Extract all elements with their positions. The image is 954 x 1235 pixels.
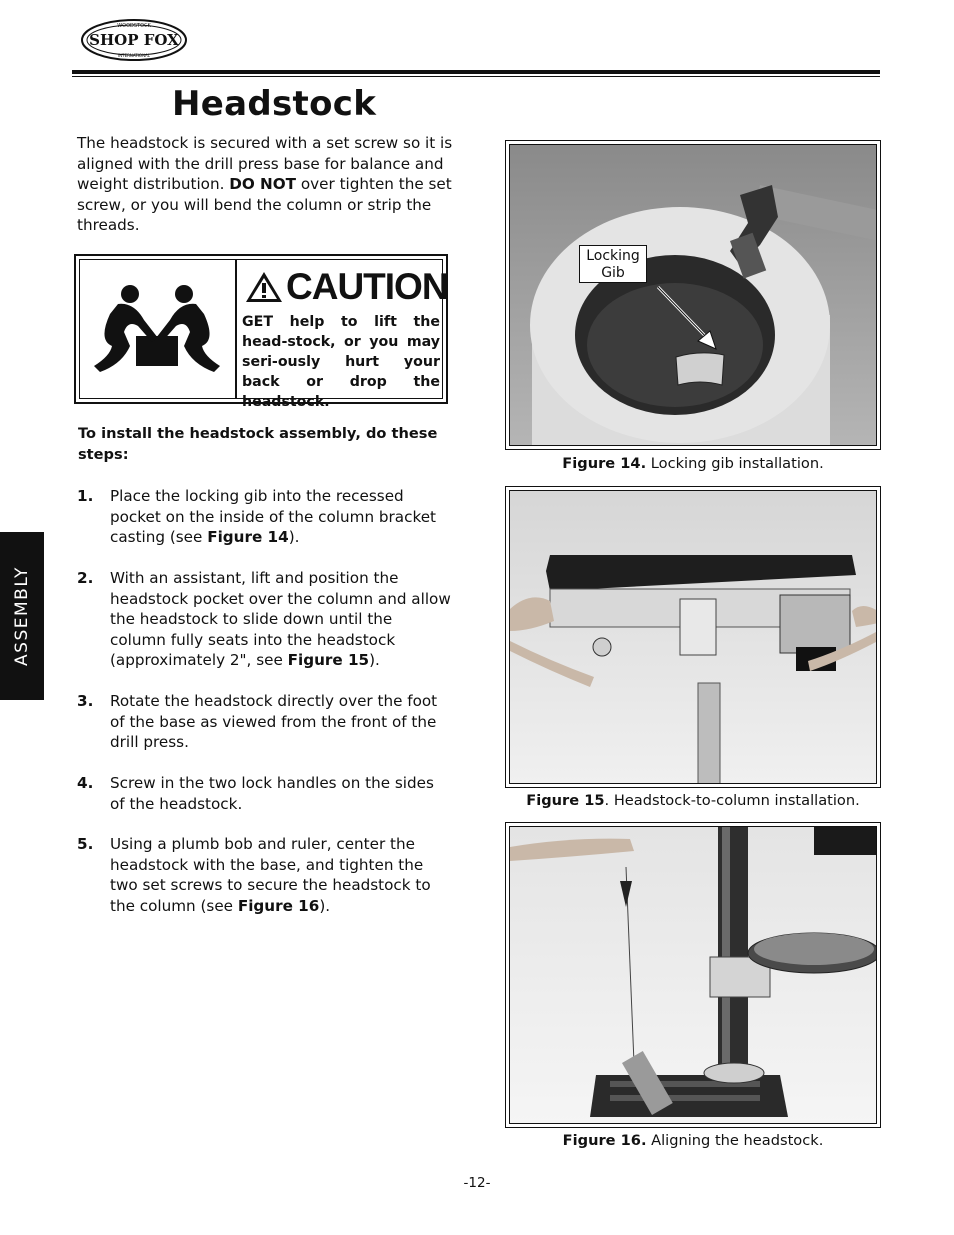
figure-reference: Figure 14 [207,528,289,546]
warning-triangle-icon [244,270,284,304]
step-text-main: Screw in the two lock handles on the sides of the headstock. [110,774,434,813]
two-person-lift-icon [88,280,226,384]
header-rule [72,70,880,74]
intro-text: The headstock is secured with a set screw so it is aligned with the drill press base for balance and weight distribution. [77,134,453,193]
step-text-end: ). [369,651,380,669]
step-text [110,834,452,916]
step-text [110,691,452,753]
step-number: 4. [77,774,94,792]
step-text-end: ). [288,528,300,546]
step-number: 2. [77,569,94,587]
step-text-end: ). [319,896,331,915]
caution-message: GET help to lift the head-stock, or you may seri-ously hurt your back or drop the headstock. [242,314,440,410]
figure-14-photo [505,140,881,450]
section-side-tab [0,532,44,700]
svg-text:WOODSTOCK: WOODSTOCK [117,23,151,29]
step-number: 3. [77,692,94,710]
figure-label: Figure 14. [562,455,647,472]
intro-paragraph [77,133,455,236]
figure-15-caption [505,792,881,809]
caution-frame [79,259,448,410]
step-text-main: Using a plumb bob and ruler, center the headstock with the base, and tighten the two set screws to secure the headstock to the column (see [110,835,431,915]
callout-line-2: Gib [601,265,625,281]
step-number: 1. [77,487,94,505]
step-text-main: Place the locking gib into the recessed pocket on the inside of the column bracket casting (see [110,487,436,546]
locking-gib-callout [579,245,647,283]
page-title: Headstock [172,84,377,124]
svg-text:SHOP FOX: SHOP FOX [89,31,179,49]
figure-reference: Figure 15 [287,651,370,669]
step-text [110,773,452,814]
figure-15-image [509,490,877,784]
step-text [110,568,452,671]
step-text-main: With an assistant, lift and position the headstock pocket over the column and allow the headstock to slide down until the column fully seats into the headstock (approximately 2", see [110,569,451,669]
figure-16-photo [505,822,881,1128]
figure-14-caption [505,455,881,472]
page-number: -12- [463,1175,491,1191]
caution-word: CAUTION [286,266,448,307]
side-tab-label: ASSEMBLY [12,566,32,666]
figure-label: Figure 15 [526,792,605,809]
callout-line-1: Locking [586,248,640,264]
steps-intro: To install the headstock assembly, do these steps: [78,425,438,463]
figure-caption-text: Aligning the headstock. [646,1132,824,1149]
svg-text:INTERNATIONAL: INTERNATIONAL [117,53,151,58]
shop-fox-logo [80,18,188,62]
figure-16-caption [505,1132,881,1149]
step-number: 5. [77,835,94,853]
step-text [110,486,452,548]
caution-box [74,254,448,410]
figure-15-photo [505,486,881,788]
intro-emphasis: DO NOT [229,175,297,193]
caution-heading [242,266,448,307]
caution-divider [235,260,237,398]
figure-reference: Figure 16 [237,896,320,915]
header-rule-thin [72,76,880,77]
figure-label: Figure 16. [562,1132,647,1149]
intro-text-continued: over tighten the set screw, or you will bend the column or strip the threads. [77,175,452,234]
figure-caption-text: Locking gib installation. [646,455,824,472]
step-text-main: Rotate the headstock directly over the foot of the base as viewed from the front of the drill press. [110,692,438,751]
figure-caption-text: . Headstock-to-column installation. [604,792,860,809]
figure-14-image [509,144,877,446]
figure-16-image [509,826,877,1124]
